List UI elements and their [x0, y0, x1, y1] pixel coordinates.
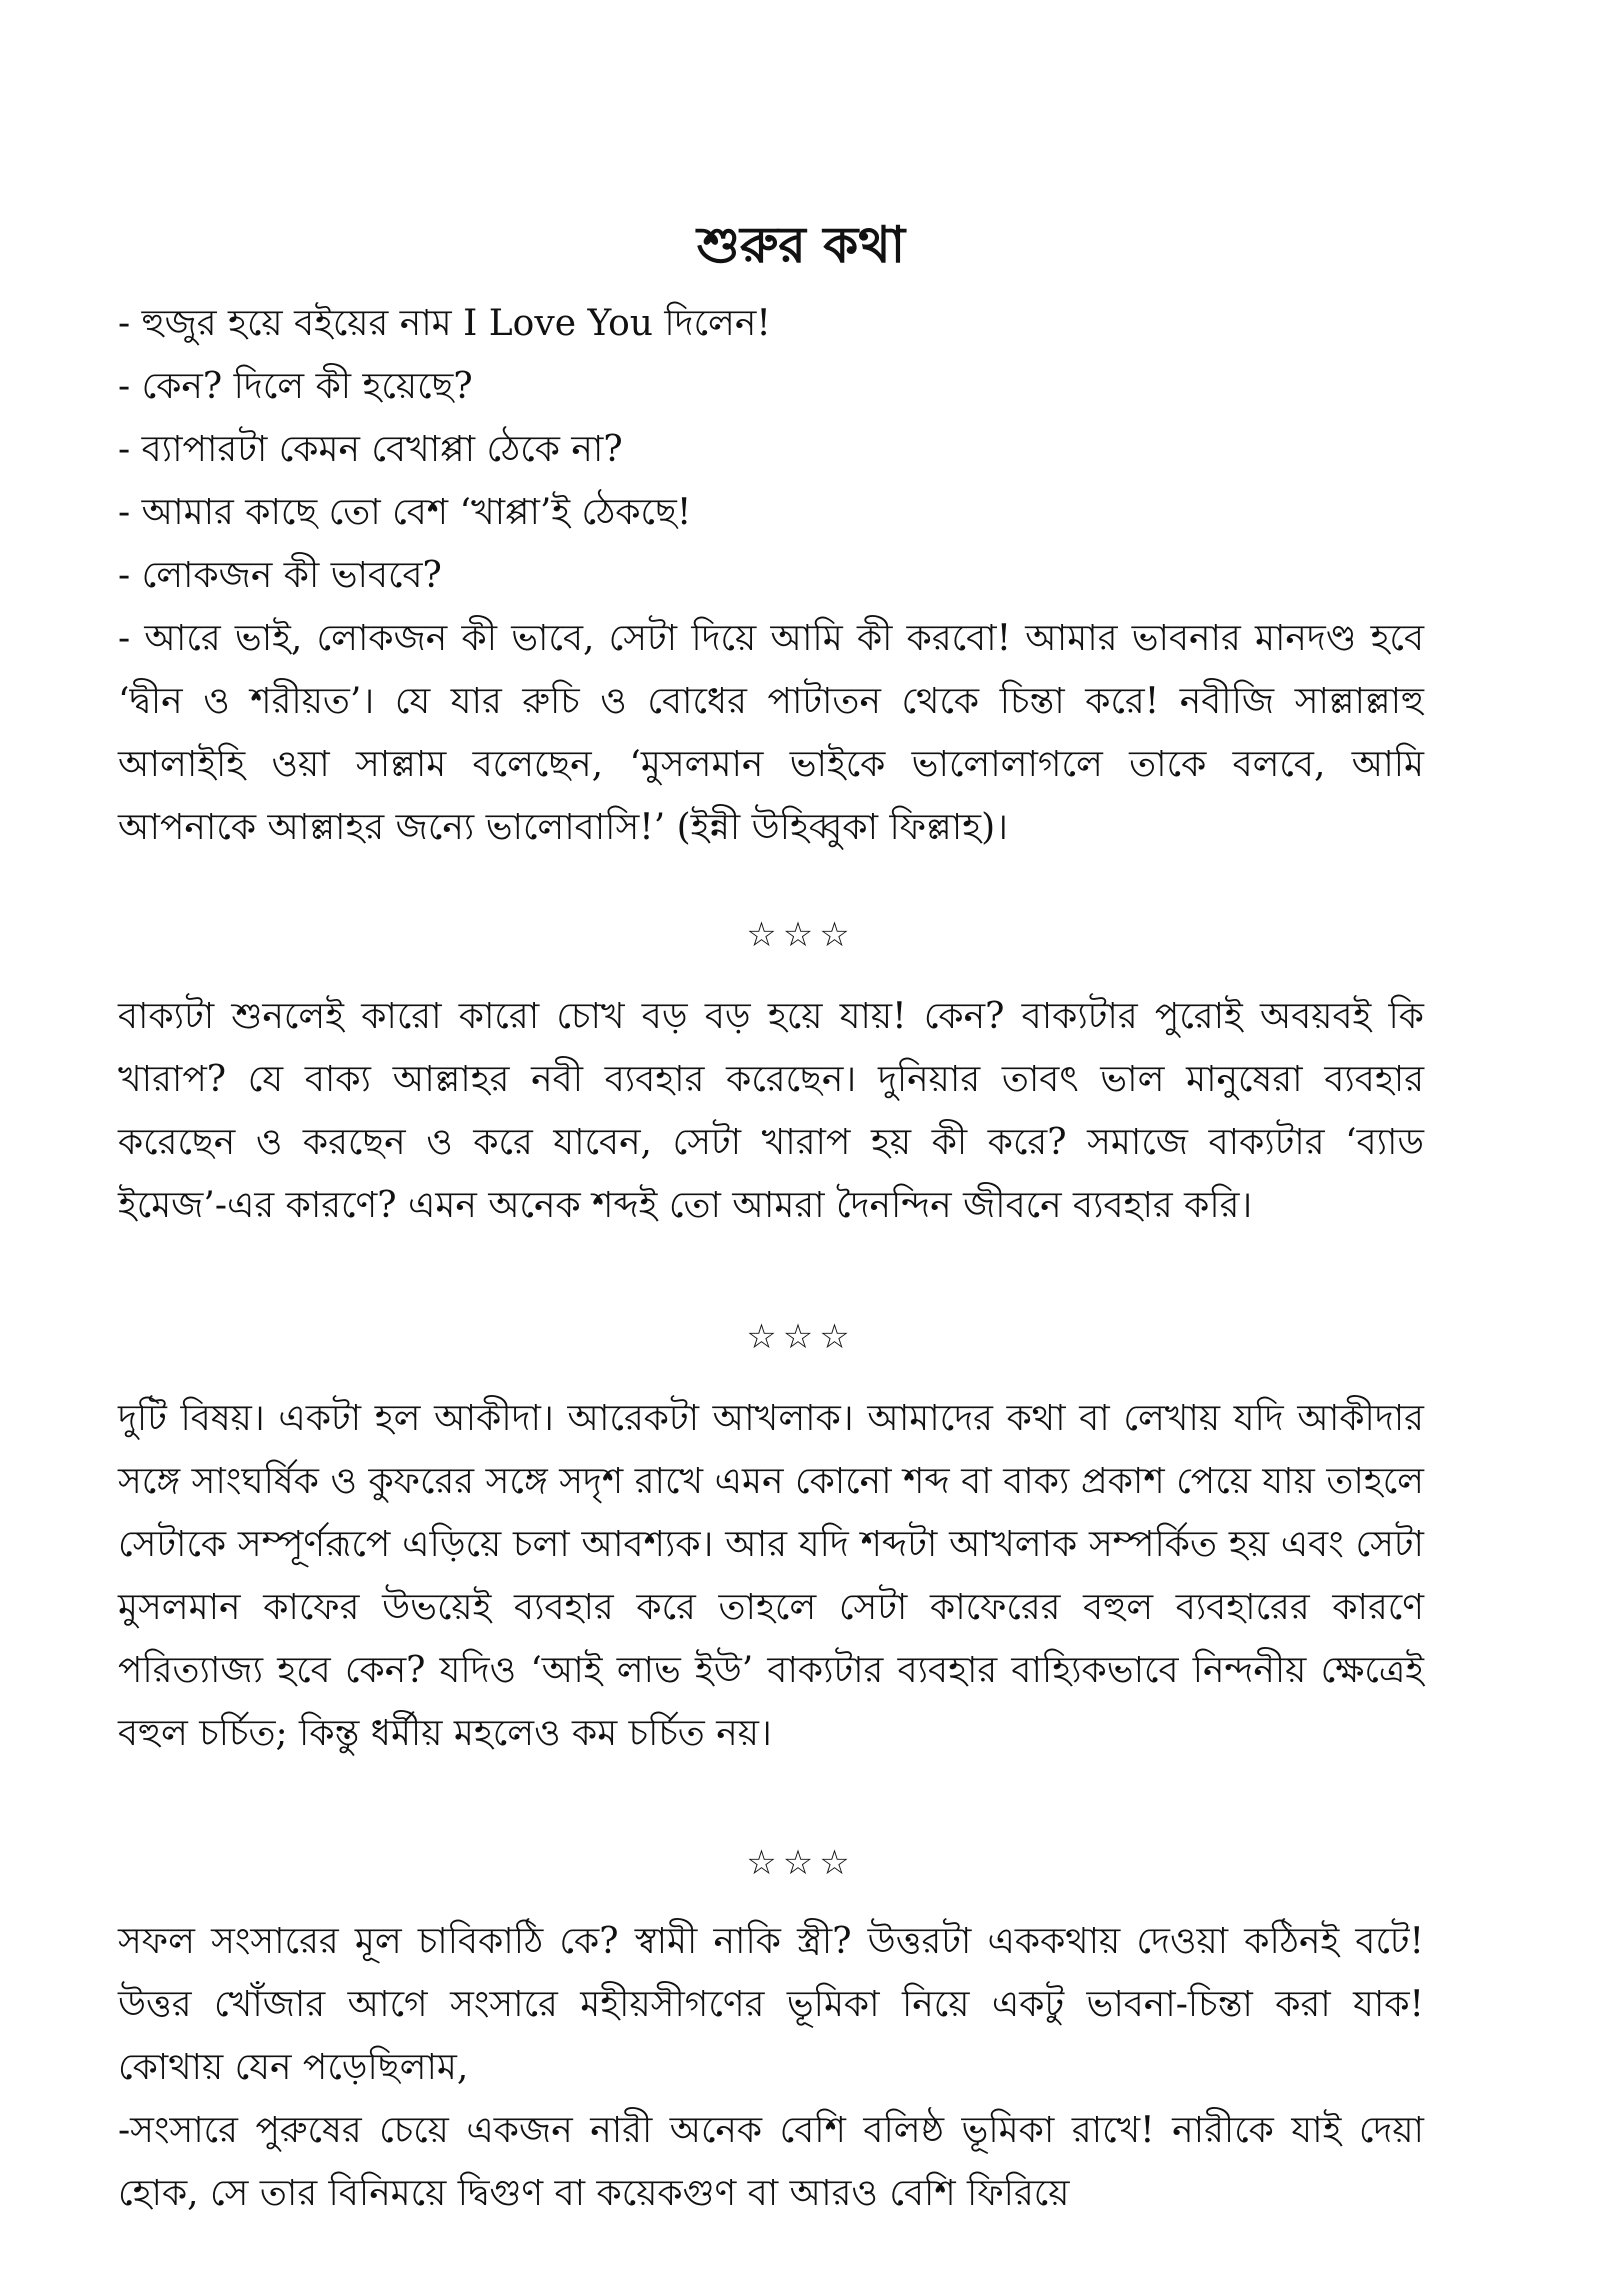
- paragraph-family-question: সফল সংসারের মূল চাবিকাঠি কে? স্বামী নাকি স্ত্রী? উত্তরটা এককথায় দেওয়া কঠিনই বটে! উত্তর খোঁজার আগে সংসারে মহীয়সীগণের ভূমিকা নিয়ে একটু ভাবনা-চিন্তা করা যাক! কোথায় যেন পড়েছিলাম,: [118, 1921, 1424, 2088]
- dialogue-line: - হুজুর হয়ে বইয়ের নাম I Love You দিলেন!: [118, 303, 771, 344]
- dialogue-line: - কেন? দিলে কী হয়েছে?: [118, 366, 473, 407]
- section-separator: ☆☆☆: [746, 1317, 856, 1357]
- section-separator: ☆☆☆: [746, 1843, 856, 1883]
- dialogue-line: - ব্যাপারটা কেমন বেখাপ্পা ঠেকে না?: [118, 429, 623, 470]
- paragraph-family-quote: -সংসারে পুরুষের চেয়ে একজন নারী অনেক বেশি বলিষ্ঠ ভূমিকা রাখে! নারীকে যাই দেয়া হোক, সে তার বিনিময়ে দ্বিগুণ বা কয়েকগুণ বা আরও বেশি ফিরিয়ে: [118, 2110, 1424, 2214]
- paragraph-aqidah-akhlaq: দুটি বিষয়। একটা হল আকীদা। আরেকটা আখলাক। আমাদের কথা বা লেখায় যদি আকীদার সঙ্গে সাংঘর্ষিক ও কুফরের সঙ্গে সদৃশ রাখে এমন কোনো শব্দ বা বাক্য প্রকাশ পেয়ে যায় তাহলে সেটাকে সম্পূর্ণরূপে এড়িয়ে চলা আবশ্যক। আর যদি শব্দটা আখলাক সম্পর্কিত হয় এবং সেটা মুসলমান কাফের উভয়েই ব্যবহার করে তাহলে সেটা কাফেরের বহুল ব্যবহারের কারণে পরিত্যাজ্য হবে কেন? যদিও ‘আই লাভ ইউ’ বাক্যটার ব্যবহার বাহ্যিকভাবে নিন্দনীয় ক্ষেত্রেই বহুল চর্চিত; কিন্তু ধর্মীয় মহলেও কম চর্চিত নয়।: [118, 1398, 1424, 1754]
- paragraph-sentence-image: বাক্যটা শুনলেই কারো কারো চোখ বড় বড় হয়ে যায়! কেন? বাক্যটার পুরোই অবয়বই কি খারাপ? যে বাক্য আল্লাহর নবী ব্যবহার করেছেন। দুনিয়ার তাবৎ ভাল মানুষেরা ব্যবহার করেছেন ও করছেন ও করে যাবেন, সেটা খারাপ হয় কী করে? সমাজে বাক্যটার ‘ব্যাড ইমেজ’-এর কারণে? এমন অনেক শব্দই তো আমরা দৈনন্দিন জীবনে ব্যবহার করি।: [118, 996, 1424, 1226]
- paragraph-family-group: [118, 1910, 1424, 2225]
- section-separator: ☆☆☆: [746, 915, 856, 955]
- page-title: শুরুর কথা: [696, 215, 906, 274]
- dialogue-block: [118, 292, 1424, 607]
- paragraph-reply: - আরে ভাই, লোকজন কী ভাবে, সেটা দিয়ে আমি কী করবো! আমার ভাবনার মানদণ্ড হবে ‘দ্বীন ও শরীয়ত’। যে যার রুচি ও বোধের পাটাতন থেকে চিন্তা করে! নবীজি সাল্লাল্লাহু আলাইহি ওয়া সাল্লাম বলেছেন, ‘মুসলমান ভাইকে ভালোলাগলে তাকে বলবে, আমি আপনাকে আল্লাহর জন্যে ভালোবাসি!’ (ইন্নী উহিব্বুকা ফিল্লাহ)।: [118, 618, 1424, 848]
- dialogue-line: - লোকজন কী ভাববে?: [118, 555, 442, 596]
- dialogue-line: - আমার কাছে তো বেশ ‘খাপ্পা’ই ঠেকছে!: [118, 492, 692, 533]
